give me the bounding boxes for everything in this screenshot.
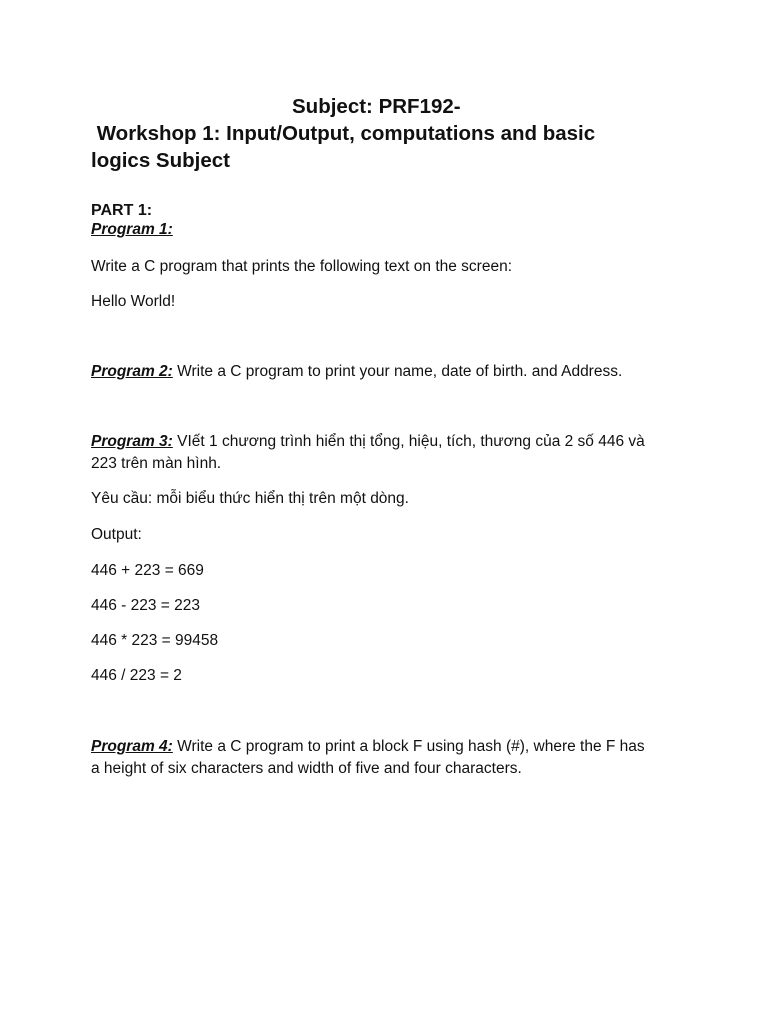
program-2-label: Program 2: (91, 363, 173, 380)
program-4-description-line-1: Write a C program to print a block F using hash (#), where the F has (172, 738, 645, 755)
program-2-paragraph (91, 361, 691, 383)
program-3-output-line: 446 + 223 = 669 (91, 562, 204, 579)
program-2-description: Write a C program to print your name, date of birth. and Address. (172, 363, 623, 380)
program-3-output-line: 446 / 223 = 2 (91, 667, 182, 684)
program-3-label: Program 3: (91, 433, 173, 450)
program-3-output-label: Output: (91, 526, 142, 543)
program-1-output: Hello World! (91, 293, 176, 310)
program-3-requirement: Yêu cầu: mỗi biểu thức hiển thị trên một dòng. (91, 490, 409, 507)
part-1-heading: PART 1: (91, 202, 153, 219)
document-title-line-1: Subject: PRF192- (292, 95, 461, 118)
document-title-line-3: logics Subject (91, 149, 230, 172)
program-3-paragraph (91, 431, 691, 453)
program-3-output-line: 446 - 223 = 223 (91, 597, 201, 614)
program-4-description-line-2: a height of six characters and width of five and four characters. (91, 760, 522, 777)
program-1-description: Write a C program that prints the following text on the screen: (91, 258, 512, 275)
program-3-description-line-2: 223 trên màn hình. (91, 455, 222, 472)
program-3-output-line: 446 * 223 = 99458 (91, 632, 219, 649)
program-4-label: Program 4: (91, 738, 173, 755)
program-1-label: Program 1: (91, 221, 173, 238)
document-title-line-2: Workshop 1: Input/Output, computations and basic (91, 122, 596, 145)
program-4-paragraph (91, 736, 691, 758)
program-3-description-line-1: VIết 1 chương trình hiển thị tổng, hiệu, tích, thương của 2 số 446 và (172, 433, 645, 450)
